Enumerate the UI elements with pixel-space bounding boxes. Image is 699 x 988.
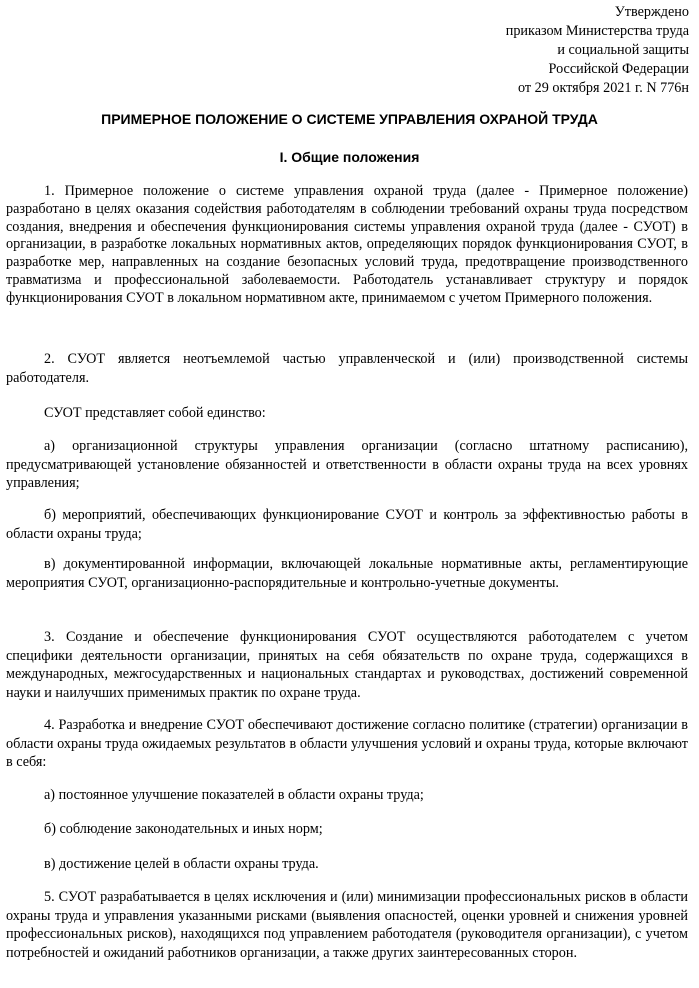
paragraph-10: б) соблюдение законодательных и иных норм;	[44, 821, 323, 837]
paragraph-4: а) организационной структуры управления организации (согласно штатному расписанию), предусматривающей установление обязанностей и ответственности в области охраны труда на всех уровнях управления;	[6, 438, 688, 492]
paragraph-12: 5. СУОТ разрабатывается в целях исключения и (или) минимизации профессиональных рисков в области охраны труда и управления указанными рисками (выявления опасностей, оценки уровней и снижения уровней профессиональных рисков), находящихся под управлением работодателя (руководителя организации), с учетом потребностей и ожиданий работников организации, а также других заинтересованных сторон.	[6, 889, 688, 961]
paragraph-8: 4. Разработка и внедрение СУОТ обеспечивают достижение согласно политике (стратегии) организации в области охраны труда ожидаемых результатов в области улучшения условий и охраны труда, которые включают в себя:	[6, 717, 688, 771]
approval-line: Утверждено	[614, 4, 689, 20]
paragraph-7: 3. Создание и обеспечение функционирования СУОТ осуществляются работодателем с учетом специфики деятельности организации, принятых на себя обязательств по охране труда, содержащихся в международных, межгосударственных и национальных стандартах и руководствах, достижений современной науки и наилучших применимых практик по охране труда.	[6, 629, 688, 701]
paragraph-2: 2. СУОТ является неотъемлемой частью управленческой и (или) производственной системы работодателя.	[6, 351, 688, 386]
approval-line: приказом Министерства труда	[505, 23, 689, 39]
paragraph-3: СУОТ представляет собой единство:	[44, 405, 266, 421]
paragraph-1: 1. Примерное положение о системе управления охраной труда (далее - Примерное положение) разработано в целях оказания содействия работодателям в соблюдении требований охраны труда посредством создания, внедрения и обеспечения функционирования системы управления охраной труда (далее - СУОТ) в организации, в разработке локальных нормативных актов, определяющих порядок функционирования СУОТ, в разработке мер, направленных на создание безопасных условий труда, предотвращение производственного травматизма и профессиональной заболеваемости. Работодатель устанавливает структуру и порядок функционирования СУОТ в локальном нормативном акте, принимаемом с учетом Примерного положения.	[6, 183, 688, 306]
paragraph-9: а) постоянное улучшение показателей в области охраны труда;	[44, 787, 424, 803]
document-title: ПРИМЕРНОЕ ПОЛОЖЕНИЕ О СИСТЕМЕ УПРАВЛЕНИЯ ОХРАНОЙ ТРУДА	[101, 111, 598, 127]
approval-stamp	[506, 3, 689, 98]
paragraph-5: б) мероприятий, обеспечивающих функционирование СУОТ и контроль за эффективностью работы в области охраны труда;	[6, 507, 688, 542]
approval-line: от 29 октября 2021 г. N 776н	[517, 80, 689, 96]
section-title: I. Общие положения	[279, 149, 420, 165]
paragraph-11: в) достижение целей в области охраны труда.	[44, 856, 319, 872]
paragraph-6: в) документированной информации, включающей локальные нормативные акты, регламентирующие мероприятия СУОТ, организационно-распорядительные и контрольно-учетные документы.	[6, 556, 688, 591]
approval-line: и социальной защиты	[557, 42, 689, 58]
approval-line: Российской Федерации	[548, 61, 689, 77]
